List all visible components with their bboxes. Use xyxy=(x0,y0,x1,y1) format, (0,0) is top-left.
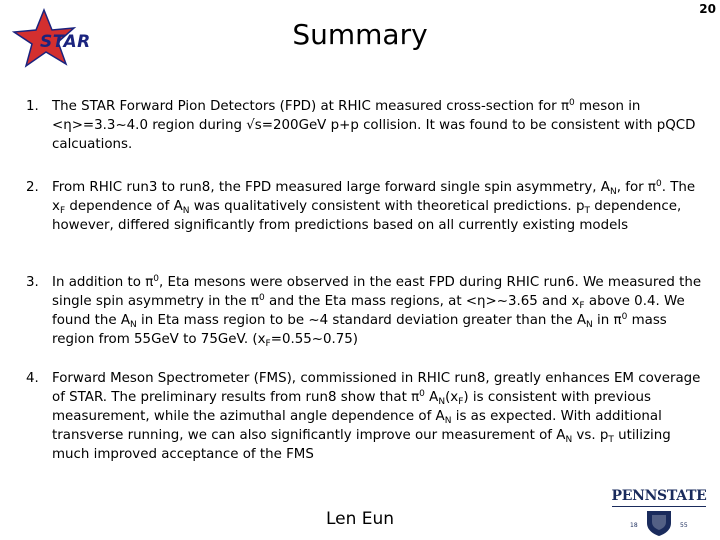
subscript: N xyxy=(609,187,617,197)
page-number: 20 xyxy=(699,2,716,16)
subscript: T xyxy=(584,206,590,216)
summary-item-2 xyxy=(26,178,702,235)
pennstate-logo xyxy=(604,486,714,540)
subscript: N xyxy=(586,320,593,330)
superscript: 0 xyxy=(569,98,575,108)
superscript: 0 xyxy=(655,179,662,189)
superscript: 0 xyxy=(258,293,265,303)
item-number: 1. xyxy=(26,99,39,114)
summary-item-4 xyxy=(26,369,702,464)
summary-item-3 xyxy=(26,273,702,349)
subscript: F xyxy=(265,339,271,349)
subscript: N xyxy=(182,206,190,216)
item-text: Forward Meson Spectrometer (FMS), commissioned in RHIC run8, greatly enhances EM coverage of STAR. The preliminary results from run8 show that $\pi^0$ $A_N(x_F)$ is consistent with previous measurement, while the azimuthal angle dependence of $A_N$ is as expected. With additional transverse running, we can also significantly improve our measurement of $A_N$ vs. $p_T$ utilizing much improved acceptance of the FMS xyxy=(52,371,701,462)
subscript: F xyxy=(59,206,66,216)
founding-year-right: 55 xyxy=(680,522,688,529)
subscript: F xyxy=(458,397,464,407)
founding-year-left: 18 xyxy=(630,522,638,529)
subscript: F xyxy=(579,301,585,311)
pennstate-wordmark: PENNSTATE xyxy=(611,488,707,504)
superscript: 0 xyxy=(621,312,628,322)
item-text: The STAR Forward Pion Detectors (FPD) at RHIC measured cross-section for $\pi^0$ meson in <η>=3.3~4.0 region during √s=200GeV p+p collision. It was found to be consistent with pQCD calcuations. xyxy=(52,98,696,152)
item-text: From RHIC run3 to run8, the FPD measured large forward single spin asymmetry, $A_N$, for $\pi^0$. The $x_F$ dependence of $A_N$ was qualitatively consistent with theoretical predictions. $p_T$ dependence, however, differed significantly from predictions based on all currently existing models xyxy=(52,179,696,233)
shield-icon xyxy=(644,509,674,537)
item-text: In addition to $\pi^0$, Eta mesons were observed in the east FPD during RHIC run6. We measured the single spin asymmetry in the $\pi^0$ and the Eta mass regions, at <η>~3.65 and $x_F$ above 0.4. We found the $A_N$ in Eta mass region to be ~4 standard deviation greater than the $A_N$ in $\pi^0$ mass region from 55GeV to 75GeV. $(x_F=0.55\sim 0.75)$ xyxy=(52,274,702,349)
subscript: T xyxy=(608,435,614,445)
subscript: N xyxy=(565,435,573,445)
subscript: N xyxy=(438,397,446,407)
subscript: N xyxy=(130,320,137,330)
item-number: 4. xyxy=(26,371,39,386)
logo-divider xyxy=(612,506,706,507)
footer-author: Len Eun xyxy=(325,509,395,529)
item-number: 2. xyxy=(26,180,39,195)
subscript: N xyxy=(444,416,452,426)
star-logo-text: STAR xyxy=(40,32,91,52)
superscript: 0 xyxy=(153,274,160,284)
summary-item-1 xyxy=(26,97,702,154)
slide-title: Summary xyxy=(292,18,428,51)
superscript: 0 xyxy=(419,389,425,399)
item-number: 3. xyxy=(26,275,39,290)
